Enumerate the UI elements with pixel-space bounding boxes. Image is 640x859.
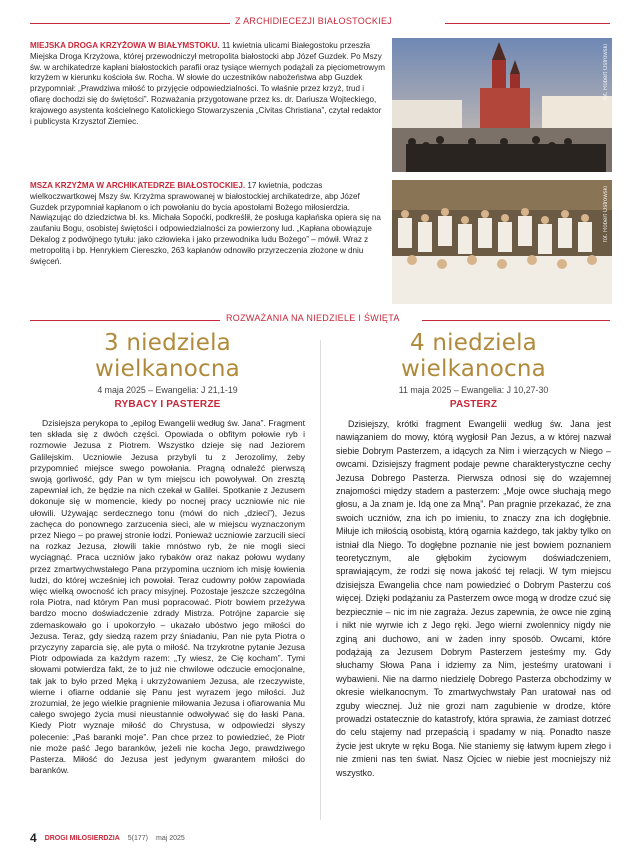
- reflection-heading: PASTERZ: [449, 399, 498, 410]
- reflection-title: 4 niedziela wielkanocna: [401, 330, 546, 382]
- reflection-4th-sunday: [336, 330, 611, 780]
- magazine-name: DROGI MIŁOSIERDZIA: [44, 834, 120, 842]
- priests-photo-icon: [392, 180, 612, 304]
- issue-number: 5(177): [127, 834, 148, 842]
- section-title: ROZWAŻANIA NA NIEDZIELE I ŚWIĘTA: [226, 313, 400, 323]
- page-number: 4: [30, 831, 37, 845]
- news-lead: MSZA KRZYŻMA W ARCHIKATEDRZE BIAŁOSTOCKIEJ.: [30, 181, 246, 190]
- news-lead: MIEJSKA DROGA KRZYŻOWA W BIAŁYMSTOKU.: [30, 41, 220, 50]
- photo-way-of-cross: [392, 38, 612, 172]
- section-header-archdiocese: [30, 16, 610, 30]
- section-header-reflections: [30, 313, 610, 327]
- reflection-heading: RYBACY I PASTERZE: [114, 399, 221, 410]
- reflection-title: 3 niedziela wielkanocna: [95, 330, 240, 382]
- photo-chrism-mass: [392, 180, 612, 304]
- reflection-body: Dzisiejszy, krótki fragment Ewangelii według św. Jana jest nawiązaniem do mowy, którą wygłosił Pan Jezus, a w której nazwał siebie Dobrym Pasterzem, a idących za Nim i wierzących w Niego – owcami. Dzisiejszy fragment podaje pewne charakterystyczne cechy Jezusa Dobrego Pasterza. Pierwsza odnosi się do wzajemnej znajomości między stadem a pasterzem: „Moje owce słuchają mego głosu, a Ja znam je. Idą one za Mną”. Pan pragnie przekazać, że zna swoich uczniów, zna ich po imieniu, to znaczy zna ich dogłębnie. Miłuje ich miłością osobistą, którą ogarnia każdego, tak jakby tylko on istniał dla Niego. To dogłębne poznanie nie jest bowiem poznaniem teoretycznym, ale głębokim życiowym doświadczeniem, sprawiającym, że rodzi się nowa jakość tej relacji. W tym miejscu dzisiejsza Ewangelia chce nam powiedzieć o Dobrym Pasterzu coś więcej. Dzięki podążaniu za Pasterzem owce mogą w drodze czuć się bezpiecznie – nic im nie zagraża. Jezus zapewnia, że owce nie zginą i nikt nie wyrwie ich z Jego ręki. Jego wierni zwolennicy nigdy nie zginą ani duchowo, ani w żaden inny sposób. Owcami, które podążają za Jezusem Dobrym Pasterzem jesteśmy my. Gdy słuchamy Słowa Pana i idziemy za Nim, jesteśmy uratowani i wybawieni. Nie na darmo niedzielę Dobrego Pasterza obchodzimy w okresie wielkanocnym. To zmartwychwstały Pan uratował nas od zguby wiecznej. Już nie grozi nam zagubienie w drodze, które prowadzi ostatecznie do katastrofy, która sprawia, że zamiast dotrzeć do celu stajemy nad przepaścią i spadamy w nią. Ponadto nasze życie jest ukryte w ręku Boga. Nie staniemy się łatwym łupem złego i nie zmieni nas ten świat. Nasz Ojciec w niebie jest mocniejszy niż wszystko.: [336, 419, 611, 778]
- reflection-date: 11 maja 2025 – Ewangelia: J 10,27-30: [398, 385, 549, 395]
- reflection-3rd-sunday: [30, 330, 305, 777]
- column-divider: [320, 340, 321, 820]
- news-body: 11 kwietnia ulicami Białegostoku przeszła Miejska Droga Krzyżowa, której przewodniczył metropolita białostocki abp Józef Guzdek. Po Mszy św. w archikatedrze kapłani białostockich parafii oraz tysiące wiernych podążali za pięciometrowym krzyżem w kierunku kościoła św. Rocha. W słowie do uczestników nabożeństwa abp Guzdek przypomniał: „Prawdziwa miłość to przyjęcie odpowiedzialności. To właśnie przez krzyż, trud i ofiarę dochodzi się do świętości”. Rozważania przygotowane przez ks. dr. Dariusza Wojteckiego, krajowego asystenta kościelnego Katolickiego Stowarzyszenia „Civitas Christiana”, czytał redaktor i publicysta Krzysztof Ziemiec.: [30, 41, 385, 126]
- issue-month: maj 2025: [155, 834, 185, 842]
- news-item-chrism-mass: [30, 181, 385, 267]
- news-body: 17 kwietnia, podczas wielkoczwartkowej Mszy św. Krzyżma sprawowanej w białostockiej archikatedrze, abp Józef Guzdek przypomniał kapłanom o ich powołaniu do bycia apostołami Bożego miłosierdzia. Nawiązując do dziedzictwa bł. ks. Michała Sopoćki, podkreślił, że posługa kapłańska opiera się na zaufaniu Bogu, osobistej świętości i odpowiedzialności za powierzony lud. „Kapłana obowiązuje Dekalog z podwójnego tytułu: jako człowieka i jako przewodnika ludu Bożego” – mówił. Wraz z metropolitą i bp. Henrykiem Ciereszko, 263 kapłanów odnowiło przyrzeczenia złożone w dniu święceń.: [30, 181, 381, 266]
- procession-photo-icon: [392, 38, 612, 172]
- page-footer: [30, 831, 185, 845]
- reflection-body: Dzisiejsza perykopa to „epilog Ewangelii według św. Jana”. Fragment ten składa się z dwóch części. Opowiada o obfitym połowie ryb i rozmowie Jezusa z Piotrem. Wszystko dzieje się nad Jeziorem Galilejskim. Uczniowie Jezusa przybyli tu z Jerozolimy, żeby przypomnieć miejsce swego powołania. Pragną odnaleźć pierwszą swoją gorliwość, gdy Pan w tym miejscu ich powoływał. On zresztą zapewniał ich, że będzie na nich czekał w Galilei. Spotkanie z Jezusem dokonuje się w momencie, kiedy po nocnej pracy uczniowie nic nie ułowili. Używając serdecznego tonu (mówi do nich „dzieci”), Jezus zachęca do ponownego zarzucenia sieci, ale w miejscu wyznaczonym przez Niego – po prawej stronie łodzi. Ponieważ uczniowie zarzucili sieci na rozkaz Jezusa, złowili takie mnóstwo ryb, że nie mogli sieci wyciągnąć. Praca uczniów jako rybaków oraz nakaz połowu wydany przez zmartwychwstałego Pana przypomina uczniom ich misję łowienia ludzi, do której wcześniej ich powołał. Teraz cudowny połów zapowiada więc wielką owocność ich pracy misyjnej. Pozostaje jeszcze szczególna rola Piotra, nad którym Pan musi popracować. Piotr bowiem przeżywa bardzo mocno doświadczenie zdrady Mistrza. Potrójne zaparcie się zdemaskowało go i upokorzyło – ukazało ubóstwo jego miłości do Jezusa. Teraz, gdy siedzą razem przy śniadaniu, Pan nie pyta Piotra o przyczyny zaparcia się, ale pyta o miłość. Na trzykrotne pytanie Jezusa Piotr odpowiada za każdym razem: „Ty wiesz, że Cię kocham”. Tymi słowami potwierdza fakt, że to już nie chwilowe odczucie emocjonalne, tak jak to było przed Męką i ukrzyżowaniem Jezusa, ale rzeczywiste, wierne i ofiarne oddanie się Panu jest wyrazem jego miłości. Już zrozumiał, że jego wielkie pragnienie miłowania Jezusa i ofiarowania Mu całego swojego życia musi nieustannie odwoływać się do łaski Pana. Kiedy Piotr wyznaje miłość do Chrystusa, w odpowiedzi słyszy polecenie: „Paś baranki moje”. Pan chce przez to powiedzieć, że Piotr nie może paść Jego baranków, jeżeli nie kocha Jego, prawdziwego Pasterza. Miłość do Jezusa jest jedynym gwarantem miłości do baranków.: [30, 418, 305, 776]
- photo-credit: fot. Robert Ostrowski: [603, 186, 609, 243]
- news-item-way-of-cross: [30, 41, 385, 127]
- section-title: Z ARCHIDIECEZJI BIAŁOSTOCKIEJ: [235, 16, 393, 26]
- reflection-date: 4 maja 2025 – Ewangelia: J 21,1-19: [97, 385, 238, 395]
- photo-credit: fot. Robert Ostrowski: [603, 44, 609, 101]
